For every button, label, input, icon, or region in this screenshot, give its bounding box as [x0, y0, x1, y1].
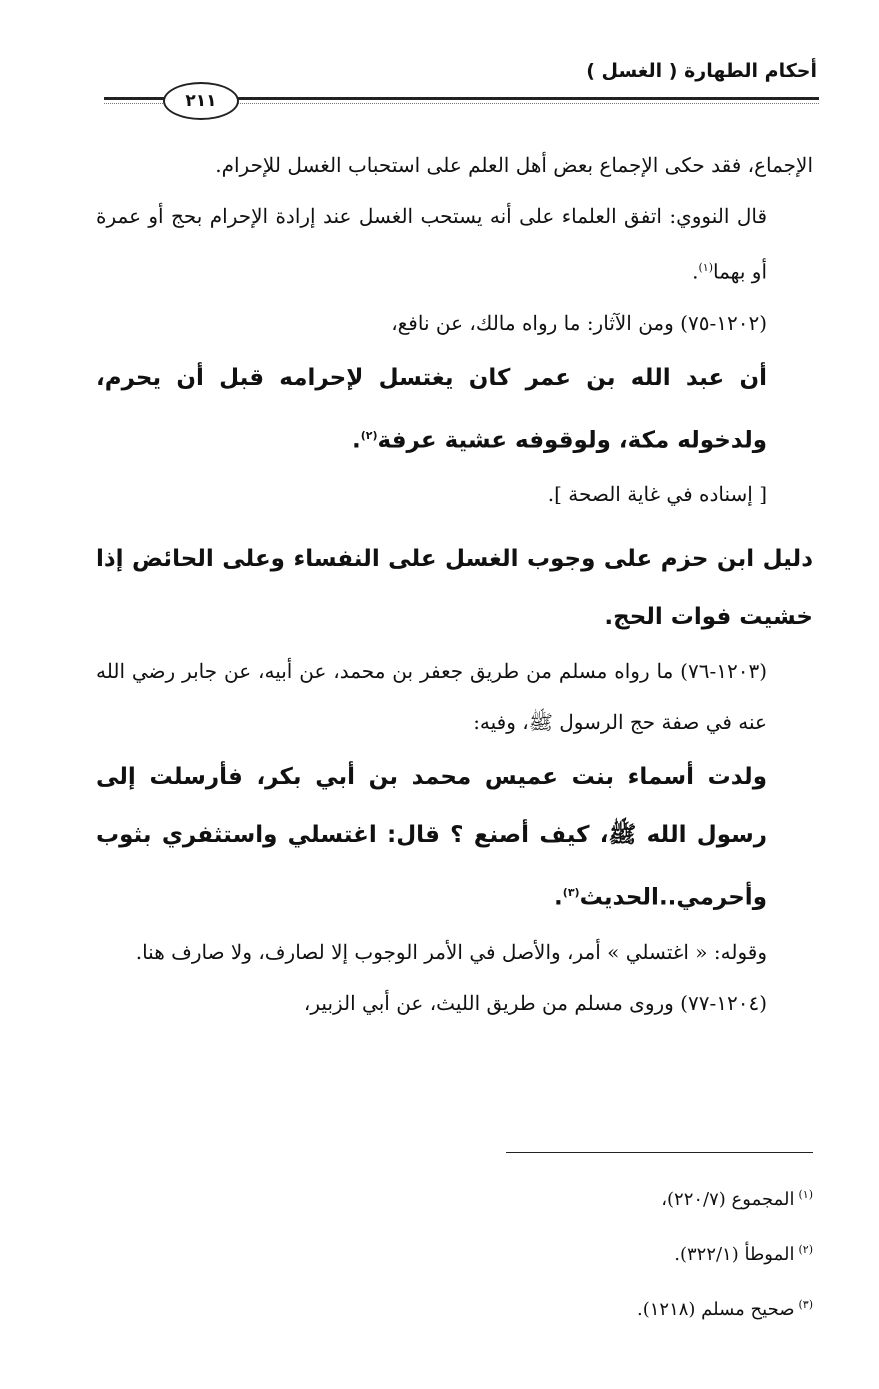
footnotes	[637, 1170, 813, 1335]
paragraph-ijma: الإجماع، فقد حكى الإجماع بعض أهل العلم على استحباب الغسل للإحرام.	[215, 153, 813, 177]
footnote-ref-1[interactable]: (١)	[698, 261, 713, 274]
page-body	[96, 140, 813, 1029]
page-number-badge: ٢١١	[163, 82, 239, 120]
narration-1204: (١٢٠٤-٧٧) وروى مسلم من طريق الليث، عن أبي الزبير،	[303, 990, 767, 1015]
footnote-2: $^{(٢)}$الموطأ (٣٢٢/١).	[674, 1243, 813, 1265]
narration-text-ibn-umar: أن عبد الله بن عمر كان يغتسل لإحرامه قبل أن يحرم، ولدخوله مكة، ولوقوفه عشية عرفة$^{(٢)}$.	[96, 364, 767, 454]
section-heading: دليل ابن حزم على وجوب الغسل على النفساء وعلى الحائض إذا خشيت فوات الحج.	[96, 546, 813, 631]
narration-1202: (١٢٠٢-٧٥) ومن الآثار: ما رواه مالك، عن نافع،	[391, 310, 767, 335]
paragraph-nawawi: قال النووي: اتفق العلماء على أنه يستحب الغسل عند إرادة الإحرام بحج أو عمرة أو بهما$^{(١)}$.	[96, 204, 767, 284]
running-header-title: أحكام الطهارة ( الغسل )	[586, 60, 817, 82]
footnote-3: $^{(٣)}$صحيح مسلم (١٢١٨).	[637, 1298, 813, 1320]
footnote-ref-2[interactable]: (٢)	[360, 428, 378, 442]
narration-1203: (١٢٠٣-٧٦) ما رواه مسلم من طريق جعفر بن محمد، عن أبيه، عن جابر رضي الله عنه في صفة حج الرسول ﷺ، وفيه:	[96, 659, 767, 735]
narration-text-asma: ولدت أسماء بنت عميس محمد بن أبي بكر، فأرسلت إلى رسول الله ﷺ، كيف أصنع ؟ قال: اغتسلي واستثفري بثوب وأحرمي..الحديث$^{(٣)}$.	[96, 764, 767, 911]
footnote-ref-3[interactable]: (٣)	[562, 886, 580, 900]
footnote-separator	[506, 1152, 813, 1153]
footnote-1: $^{(١)}$المجموع (٢٢٠/٧)،	[661, 1188, 813, 1210]
isnad-grading: [ إسناده في غاية الصحة ].	[547, 482, 767, 507]
paragraph-commentary: وقوله: « اغتسلي » أمر، والأصل في الأمر الوجوب إلا لصارف، ولا صارف هنا.	[135, 939, 767, 964]
